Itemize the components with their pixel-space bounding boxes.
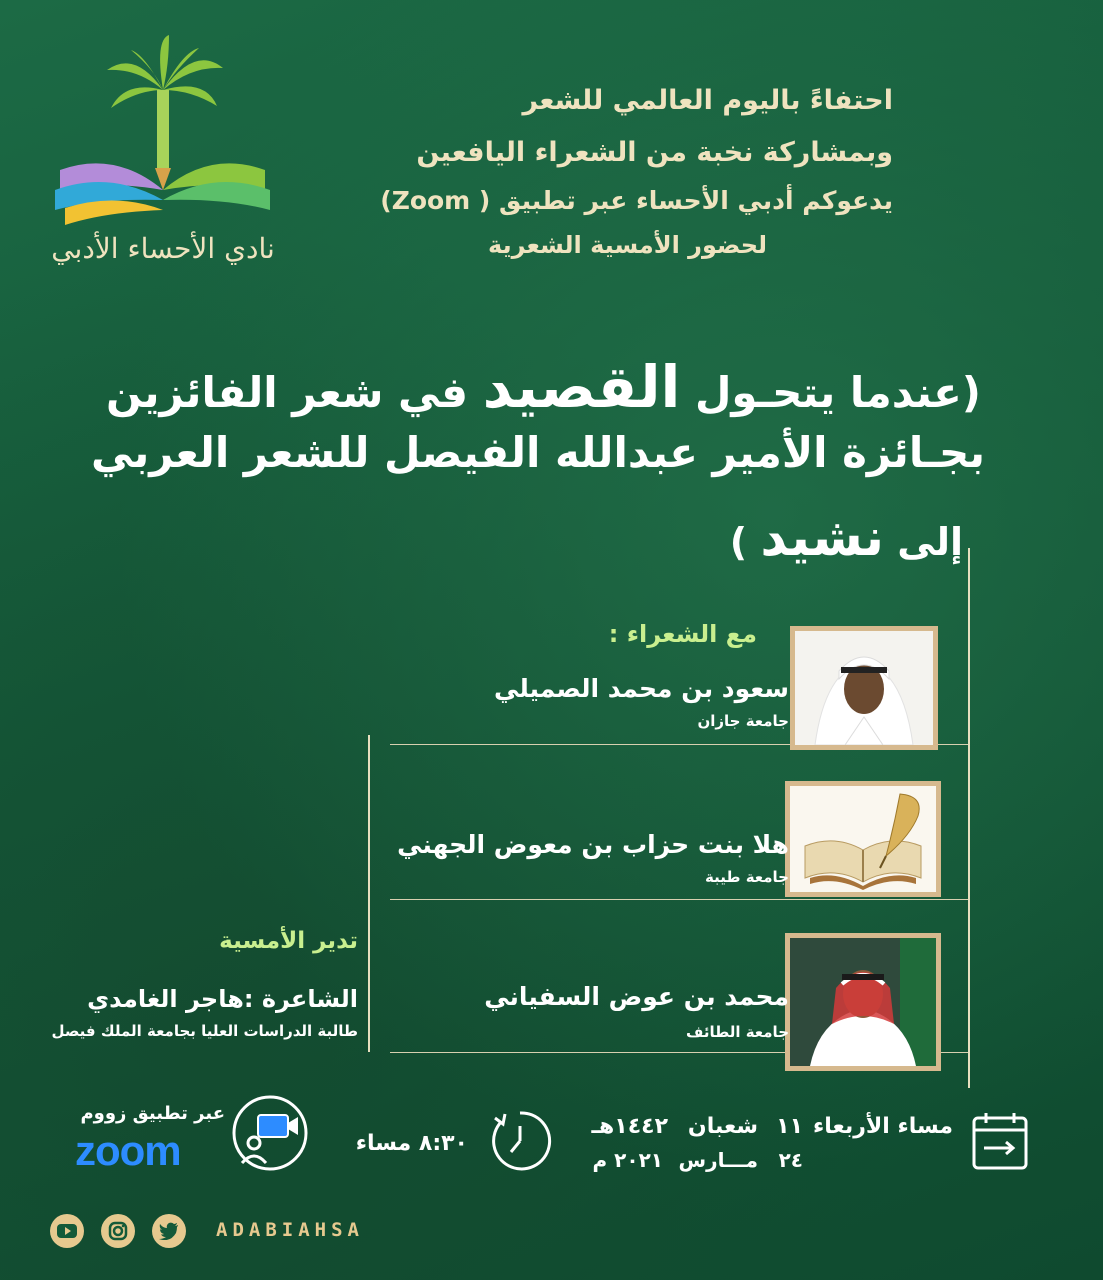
title-line-1 bbox=[106, 355, 981, 425]
title-line-2: بجـائزة الأمير عبدالله الفيصل للشعر العربي bbox=[91, 428, 985, 477]
hijri-day: ١١ bbox=[776, 1114, 803, 1139]
poet-3-photo bbox=[785, 933, 941, 1071]
zoom-logo: zoom bbox=[75, 1127, 181, 1174]
calendar-icon bbox=[970, 1110, 1030, 1172]
poet-1-university: جامعة جازان bbox=[697, 712, 789, 730]
instagram-icon[interactable] bbox=[101, 1214, 135, 1248]
hijri-year: ١٤٤٢هـ bbox=[591, 1114, 668, 1139]
title-part-3: إلى bbox=[897, 520, 963, 564]
intro-line-4: لحضور الأمسية الشعرية bbox=[488, 231, 767, 259]
frame-left-line bbox=[368, 735, 370, 1052]
frame-right-line bbox=[968, 548, 970, 1088]
moderator-heading: تدير الأمسية bbox=[219, 928, 358, 954]
poet-1-photo bbox=[790, 626, 938, 750]
event-day: مساء الأربعاء bbox=[813, 1114, 953, 1139]
social-handle[interactable]: ADABIAHSA bbox=[216, 1219, 364, 1241]
intro-line-2: وبمشاركة نخبة من الشعراء اليافعين bbox=[416, 137, 893, 168]
clock-icon bbox=[487, 1108, 553, 1174]
intro-line-3: يدعوكم أدبي الأحساء عبر تطبيق ( Zoom) bbox=[380, 186, 893, 215]
divider-2 bbox=[390, 899, 968, 900]
event-time: ٨:٣٠ مساء bbox=[355, 1131, 468, 1156]
book-quill-icon bbox=[790, 786, 936, 892]
club-logo bbox=[45, 30, 275, 270]
title-part-2: في شعر الفائزين bbox=[105, 368, 468, 417]
poet-3-university: جامعة الطائف bbox=[685, 1023, 789, 1041]
moderator-role: طالبة الدراسات العليا بجامعة الملك فيصل bbox=[51, 1022, 358, 1040]
title-line-3 bbox=[730, 506, 963, 574]
zoom-caption: عبر تطبيق زووم bbox=[80, 1103, 225, 1124]
poet-2-photo bbox=[785, 781, 941, 897]
twitter-icon[interactable] bbox=[152, 1214, 186, 1248]
greg-day: ٢٤ bbox=[778, 1148, 803, 1172]
poets-heading: مع الشعراء : bbox=[608, 620, 757, 648]
logo-caption: نادي الأحساء الأدبي bbox=[51, 232, 275, 265]
poet-2-university: جامعة طيبة bbox=[705, 868, 789, 886]
greg-year: ٢٠٢١ م bbox=[592, 1148, 663, 1172]
title-highlight-qaseed: القصيد bbox=[482, 353, 681, 421]
intro-line-1: احتفاءً باليوم العالمي للشعر bbox=[522, 85, 893, 116]
title-part-1: (عندما يتحـول bbox=[694, 368, 981, 417]
greg-month: مـــارس bbox=[678, 1148, 758, 1172]
title-part-4: ) bbox=[729, 520, 748, 564]
poet-1-name: سعود بن محمد الصميلي bbox=[494, 674, 789, 703]
youtube-icon[interactable] bbox=[50, 1214, 84, 1248]
moderator-name: الشاعرة :هاجر الغامدي bbox=[87, 985, 358, 1013]
poet-3-name: محمد بن عوض السفياني bbox=[484, 982, 789, 1011]
hijri-month: شعبان bbox=[687, 1114, 758, 1139]
video-call-icon bbox=[230, 1093, 310, 1173]
title-highlight-nasheed: نشيد bbox=[760, 508, 885, 568]
poet-2-name: هلا بنت حزاب بن معوض الجهني bbox=[397, 830, 789, 859]
